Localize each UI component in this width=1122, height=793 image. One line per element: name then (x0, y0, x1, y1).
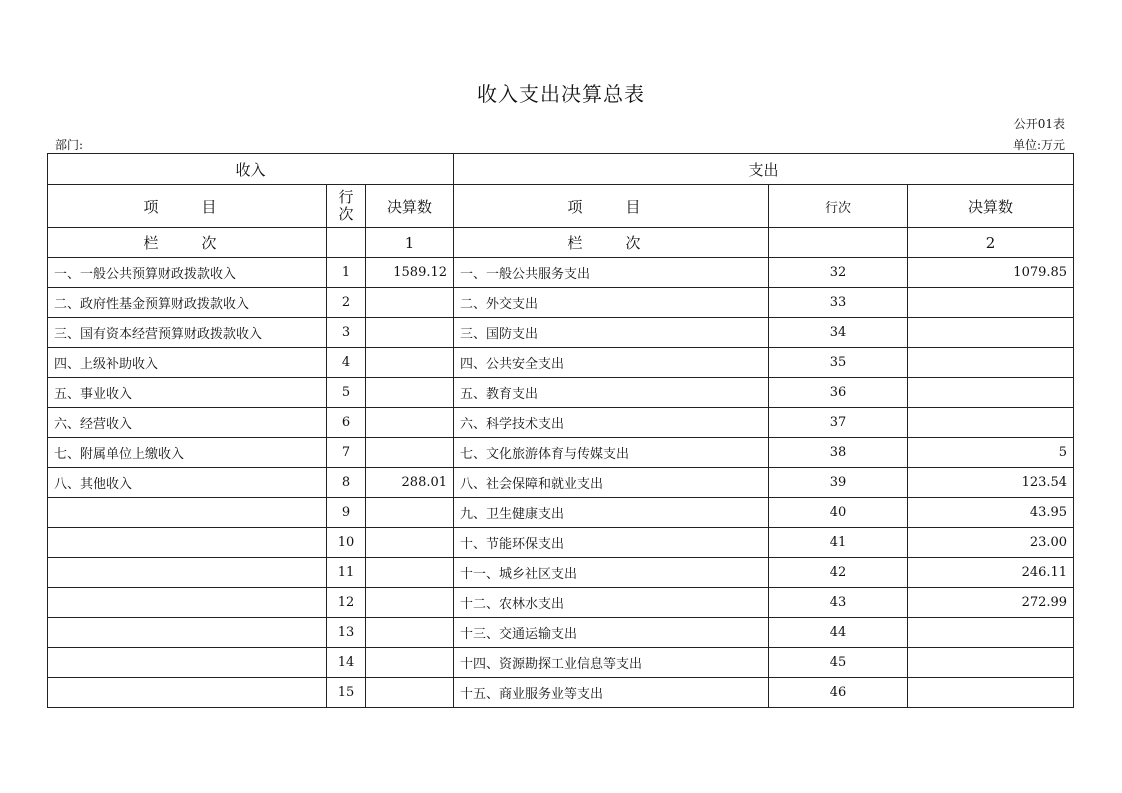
header-row-columns (48, 185, 1074, 228)
income-amount-cell: 288.01 (366, 468, 454, 498)
income-section-header: 收入 (48, 154, 454, 185)
table-row (48, 468, 1074, 498)
income-amount-cell (366, 558, 454, 588)
expense-amount-cell (908, 648, 1074, 678)
header-row-sections (48, 154, 1074, 185)
income-item-cell (48, 528, 327, 558)
expense-item-cell: 十四、资源勘探工业信息等支出 (454, 648, 769, 678)
income-col-index-label: 栏 次 (48, 228, 327, 258)
income-item-cell: 三、国有资本经营预算财政拨款收入 (48, 318, 327, 348)
income-item-cell: 二、政府性基金预算财政拨款收入 (48, 288, 327, 318)
table-row (48, 378, 1074, 408)
income-row-no-cell: 11 (327, 558, 366, 588)
income-amount-cell: 1589.12 (366, 258, 454, 288)
income-col-index-blank (327, 228, 366, 258)
income-item-header: 项 目 (48, 185, 327, 228)
income-item-cell: 八、其他收入 (48, 468, 327, 498)
page-title: 收入支出决算总表 (477, 82, 645, 106)
income-amount-cell (366, 618, 454, 648)
income-item-cell (48, 618, 327, 648)
income-row-no-cell: 15 (327, 678, 366, 708)
expense-row-no-header: 行次 (769, 185, 908, 228)
income-amount-cell (366, 678, 454, 708)
expense-amount-cell: 272.99 (908, 588, 1074, 618)
expense-row-no-cell: 35 (769, 348, 908, 378)
income-col-index-amount: 1 (366, 228, 454, 258)
expense-amount-cell: 246.11 (908, 558, 1074, 588)
expense-item-cell: 十三、交通运输支出 (454, 618, 769, 648)
expense-item-cell: 三、国防支出 (454, 318, 769, 348)
table-row (48, 348, 1074, 378)
expense-amount-cell: 5 (908, 438, 1074, 468)
expense-row-no-cell: 34 (769, 318, 908, 348)
income-item-cell: 六、经营收入 (48, 408, 327, 438)
expense-row-no-cell: 32 (769, 258, 908, 288)
expense-amount-cell (908, 618, 1074, 648)
expense-amount-header: 决算数 (908, 185, 1074, 228)
expense-amount-cell: 123.54 (908, 468, 1074, 498)
table-row (48, 648, 1074, 678)
income-row-no-cell: 12 (327, 588, 366, 618)
expense-item-cell: 八、社会保障和就业支出 (454, 468, 769, 498)
income-row-no-cell: 2 (327, 288, 366, 318)
expense-row-no-cell: 46 (769, 678, 908, 708)
department-label: 部门: (55, 138, 84, 152)
expense-amount-cell (908, 348, 1074, 378)
expense-item-cell: 六、科学技术支出 (454, 408, 769, 438)
income-item-cell (48, 558, 327, 588)
income-row-no-cell: 8 (327, 468, 366, 498)
header-row-column-index (48, 228, 1074, 258)
expense-item-cell: 十五、商业服务业等支出 (454, 678, 769, 708)
form-number: 公开01表 (1013, 117, 1065, 131)
expense-item-cell: 九、卫生健康支出 (454, 498, 769, 528)
income-amount-header: 决算数 (366, 185, 454, 228)
income-row-no-cell: 1 (327, 258, 366, 288)
income-row-no-cell: 7 (327, 438, 366, 468)
expense-col-index-label: 栏 次 (454, 228, 769, 258)
income-amount-cell (366, 408, 454, 438)
expense-item-cell: 十、节能环保支出 (454, 528, 769, 558)
income-item-cell: 四、上级补助收入 (48, 348, 327, 378)
table-row (48, 528, 1074, 558)
table-row (48, 438, 1074, 468)
expense-amount-cell: 1079.85 (908, 258, 1074, 288)
expense-row-no-cell: 41 (769, 528, 908, 558)
income-row-no-cell: 9 (327, 498, 366, 528)
expense-amount-cell: 43.95 (908, 498, 1074, 528)
income-row-no-cell: 5 (327, 378, 366, 408)
table-row (48, 288, 1074, 318)
expense-col-index-blank (769, 228, 908, 258)
expense-item-cell: 一、一般公共服务支出 (454, 258, 769, 288)
expense-amount-cell (908, 678, 1074, 708)
expense-item-header: 项 目 (454, 185, 769, 228)
income-item-cell: 五、事业收入 (48, 378, 327, 408)
income-amount-cell (366, 528, 454, 558)
expense-row-no-cell: 37 (769, 408, 908, 438)
expense-row-no-cell: 40 (769, 498, 908, 528)
income-item-cell (48, 678, 327, 708)
income-row-no-cell: 4 (327, 348, 366, 378)
expense-amount-cell: 23.00 (908, 528, 1074, 558)
expense-item-cell: 四、公共安全支出 (454, 348, 769, 378)
income-item-cell: 一、一般公共预算财政拨款收入 (48, 258, 327, 288)
income-row-no-cell: 13 (327, 618, 366, 648)
expense-row-no-cell: 39 (769, 468, 908, 498)
expense-item-cell: 二、外交支出 (454, 288, 769, 318)
income-amount-cell (366, 498, 454, 528)
income-row-no-cell: 10 (327, 528, 366, 558)
expense-col-index-amount: 2 (908, 228, 1074, 258)
expense-section-header: 支出 (454, 154, 1074, 185)
table-row (48, 588, 1074, 618)
table-row (48, 558, 1074, 588)
income-item-cell (48, 498, 327, 528)
income-amount-cell (366, 318, 454, 348)
row-no-bottom-char: 次 (338, 205, 354, 223)
income-expense-table (47, 153, 1074, 708)
income-amount-cell (366, 348, 454, 378)
expense-item-cell: 十二、农林水支出 (454, 588, 769, 618)
expense-row-no-cell: 43 (769, 588, 908, 618)
income-row-no-cell: 3 (327, 318, 366, 348)
income-amount-cell (366, 288, 454, 318)
expense-item-cell: 五、教育支出 (454, 378, 769, 408)
expense-amount-cell (908, 288, 1074, 318)
expense-amount-cell (908, 408, 1074, 438)
expense-row-no-cell: 44 (769, 618, 908, 648)
expense-row-no-cell: 36 (769, 378, 908, 408)
income-amount-cell (366, 648, 454, 678)
income-item-cell: 七、附属单位上缴收入 (48, 438, 327, 468)
expense-row-no-cell: 45 (769, 648, 908, 678)
table-row (48, 678, 1074, 708)
expense-amount-cell (908, 378, 1074, 408)
row-no-top-char: 行 (338, 188, 354, 206)
expense-row-no-cell: 42 (769, 558, 908, 588)
income-amount-cell (366, 378, 454, 408)
table-row (48, 498, 1074, 528)
expense-row-no-cell: 33 (769, 288, 908, 318)
income-row-no-header (327, 185, 366, 228)
table-row (48, 258, 1074, 288)
table-row (48, 318, 1074, 348)
expense-item-cell: 七、文化旅游体育与传媒支出 (454, 438, 769, 468)
income-row-no-cell: 14 (327, 648, 366, 678)
unit-label: 单位:万元 (1012, 138, 1065, 152)
income-item-cell (48, 648, 327, 678)
income-amount-cell (366, 588, 454, 618)
income-item-cell (48, 588, 327, 618)
table-row (48, 618, 1074, 648)
income-amount-cell (366, 438, 454, 468)
expense-amount-cell (908, 318, 1074, 348)
expense-row-no-cell: 38 (769, 438, 908, 468)
expense-item-cell: 十一、城乡社区支出 (454, 558, 769, 588)
table-row (48, 408, 1074, 438)
income-row-no-cell: 6 (327, 408, 366, 438)
